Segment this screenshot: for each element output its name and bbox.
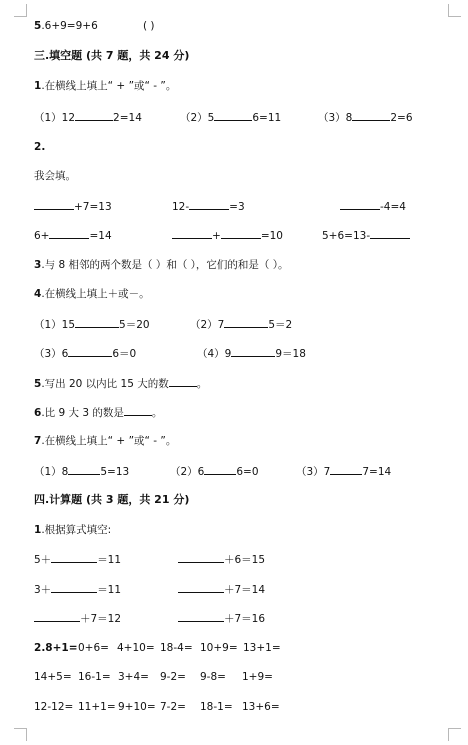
s4q1-row3-left: ＋7＝12 — [34, 611, 121, 626]
s4q2-r1-c2: 4+10= — [117, 642, 155, 654]
blank-line[interactable] — [75, 110, 113, 121]
blank-line[interactable] — [231, 346, 275, 357]
s4q2-r1-c4: 10+9= — [200, 642, 238, 654]
question-number: 2 — [34, 642, 42, 654]
s4q2-r3-c2: 11+1= — [78, 701, 116, 713]
question-5-judgement — [34, 19, 98, 33]
question-number: 6 — [34, 407, 42, 419]
blank-line[interactable] — [178, 582, 224, 593]
s4q2-r1-c1: 0+6= — [78, 642, 109, 654]
blank-line[interactable] — [221, 228, 261, 239]
blank-line[interactable] — [214, 110, 252, 121]
s3q4-item-4: （4）9 9＝18 — [197, 348, 306, 360]
question-number: 5 — [34, 378, 42, 390]
s4q2-r3-c3: 9+10= — [118, 701, 156, 713]
blank-line[interactable] — [75, 317, 119, 328]
s3q2-row1-a: +7=13 — [34, 199, 112, 214]
question-text: .根据算式填空: — [41, 524, 112, 536]
s3q1-item-2: （2）5 6=11 — [180, 112, 282, 124]
s4q1-row2-left: 3＋ ＝11 — [34, 584, 122, 596]
section-3-title: 三.填空题 (共 7 题，共 24 分) — [34, 49, 190, 62]
blank-line[interactable] — [178, 611, 224, 622]
s4q2-r3-c4: 7-2= — [160, 701, 186, 713]
question-number: 7 — [34, 435, 42, 447]
crop-mark-bottom-right — [448, 728, 461, 741]
s3-question-5: 5.写出 20 以内比 15 大的数 。 — [34, 378, 208, 390]
s3q7-item-2: （2）6 6=0 — [170, 466, 259, 478]
blank-line[interactable] — [68, 346, 112, 357]
s3q1-item-3: （3）8 2=6 — [318, 112, 413, 124]
s3q7-item-3: （3）7 7=14 — [296, 466, 392, 478]
question-number: 2 — [34, 141, 42, 153]
question-number: 1 — [34, 80, 42, 92]
s3q4-item-2: （2）7 5＝2 — [190, 319, 293, 331]
s4q1-row1-left: 5＋ ＝11 — [34, 554, 122, 566]
s4q2-r2-c2: 16-1= — [78, 671, 111, 683]
question-number: 3 — [34, 259, 42, 271]
s3q2-row2-a: 6+ =14 — [34, 230, 112, 242]
crop-mark-top-left — [14, 4, 27, 17]
s3-question-2: 2. — [34, 141, 46, 153]
blank-line[interactable] — [51, 582, 97, 593]
blank-line[interactable] — [189, 199, 229, 210]
answer-parentheses: ( ) — [143, 20, 155, 32]
s4q2-r3-c5: 18-1= — [200, 701, 233, 713]
question-number: 4 — [34, 288, 42, 300]
blank-line[interactable] — [352, 110, 390, 121]
s3q4-item-1: （1）15 5＝20 — [34, 319, 150, 331]
blank-line[interactable] — [34, 199, 74, 210]
s4q2-r2-c1: 14+5= — [34, 671, 72, 683]
s3-question-4 — [34, 287, 150, 301]
blank-line[interactable] — [124, 405, 152, 416]
blank-line[interactable] — [178, 552, 224, 563]
s4q2-r1-c5: 13+1= — [243, 642, 281, 654]
blank-line[interactable] — [330, 464, 362, 475]
s3q2-intro: 我会填。 — [34, 170, 76, 182]
s3q2-row1-b: 12- =3 — [172, 201, 245, 213]
s4q2-r1-c3: 18-4= — [160, 642, 193, 654]
question-text: .6+9=9+6 — [41, 20, 98, 32]
s4q2-r3-c1: 12-12= — [34, 701, 74, 713]
blank-line[interactable] — [172, 228, 212, 239]
s4-question-2: 2.8+1= — [34, 642, 78, 654]
s4q1-row1-right: ＋6＝15 — [178, 552, 265, 567]
blank-line[interactable] — [224, 317, 268, 328]
s3-question-3 — [34, 258, 289, 272]
blank-line[interactable] — [34, 611, 80, 622]
s3q2-row1-c: -4=4 — [340, 199, 406, 214]
s4q1-row3-right: ＋7＝16 — [178, 611, 265, 626]
blank-line[interactable] — [340, 199, 380, 210]
blank-line[interactable] — [204, 464, 236, 475]
question-text: .比 9 大 3 的数是 — [41, 407, 124, 419]
s3q7-item-1: （1）8 5=13 — [34, 466, 130, 478]
s4-question-1 — [34, 523, 111, 537]
s4q2-r2-c4: 9-2= — [160, 671, 186, 683]
blank-line[interactable] — [169, 376, 197, 387]
s3q2-row2-c: 5+6=13- — [322, 228, 410, 243]
s4q2-r3-c6: 13+6= — [242, 701, 280, 713]
s3-question-6: 6.比 9 大 3 的数是 。 — [34, 407, 163, 419]
s3-question-1 — [34, 79, 176, 93]
s3q4-item-3: （3）6 6＝0 — [34, 348, 137, 360]
question-text: .在横线上填上“ + ”或“ - ”。 — [41, 80, 177, 92]
s3q1-item-1: （1）12 2=14 — [34, 112, 142, 124]
question-text: .写出 20 以内比 15 大的数 — [41, 378, 169, 390]
question-text: .在横线上填上＋或－。 — [41, 288, 150, 300]
question-text: .在横线上填上“ + ”或“ - ”。 — [41, 435, 177, 447]
s3-question-7 — [34, 434, 176, 448]
s3q2-row2-b: + =10 — [172, 228, 283, 243]
blank-line[interactable] — [51, 552, 97, 563]
crop-mark-bottom-left — [14, 728, 27, 741]
s4q1-row2-right: ＋7＝14 — [178, 582, 265, 597]
blank-line[interactable] — [68, 464, 100, 475]
crop-mark-top-right — [448, 4, 461, 17]
question-text: .与 8 相邻的两个数是（ ）和（ ），它们的和是（ ）。 — [41, 259, 289, 271]
question-number: 1 — [34, 524, 42, 536]
section-4-title: 四.计算题 (共 3 题，共 21 分) — [34, 493, 190, 506]
s4q2-r2-c3: 3+4= — [118, 671, 149, 683]
s4q2-r2-c6: 1+9= — [242, 671, 273, 683]
s4q2-r2-c5: 9-8= — [200, 671, 226, 683]
blank-line[interactable] — [370, 228, 410, 239]
blank-line[interactable] — [49, 228, 89, 239]
question-number: 5 — [34, 20, 42, 32]
